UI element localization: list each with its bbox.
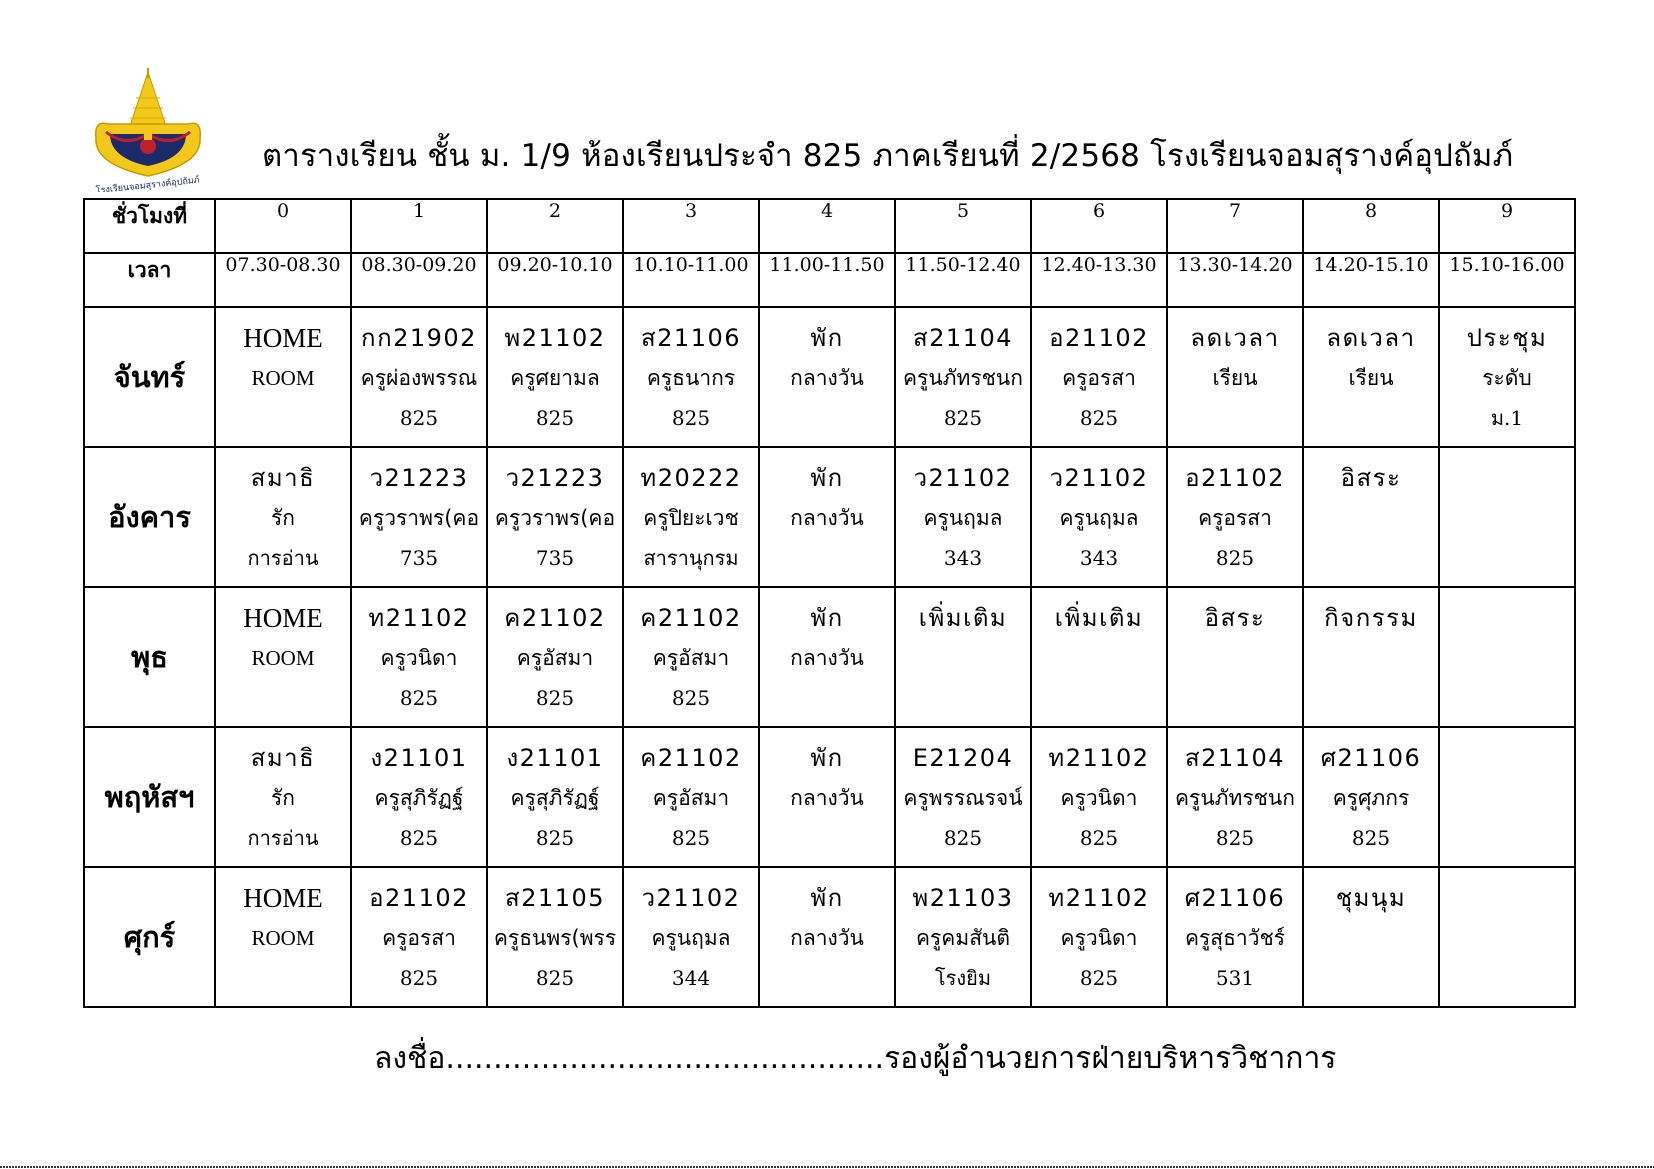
cell-subject: กิจกรรม <box>1324 604 1418 632</box>
cell-room: 825 <box>535 826 575 850</box>
cell-room: 825 <box>399 826 439 850</box>
timetable-cell <box>759 447 895 587</box>
time-range: 07.30-08.30 <box>215 253 351 307</box>
cell-subject: ง21101 <box>370 744 468 772</box>
cell-subject: ลดเวลา <box>1190 324 1280 352</box>
cell-subject: ส21104 <box>1185 744 1285 772</box>
cell-subject: พัก <box>810 324 844 352</box>
timetable-cell <box>1303 587 1439 727</box>
cell-room: การอ่าน <box>247 546 319 570</box>
cell-teacher: ครูธนากร <box>646 366 736 390</box>
timetable-cell <box>487 307 623 447</box>
cell-subject: พัก <box>810 884 844 912</box>
cell-subject: พ21103 <box>912 884 1014 912</box>
cell-subject: พัก <box>810 604 844 632</box>
day-rows <box>84 307 1575 1007</box>
timetable-cell <box>1303 727 1439 867</box>
timetable-cell <box>351 587 487 727</box>
cell-teacher: ครูศุภกร <box>1332 786 1410 810</box>
cell-teacher: ครูวราพร(คอ <box>494 506 616 530</box>
day-name: จันทร์ <box>84 307 215 447</box>
timetable-cell <box>215 307 351 447</box>
day-row <box>84 307 1575 447</box>
time-range: 13.30-14.20 <box>1167 253 1303 307</box>
cell-teacher: เรียน <box>1212 366 1258 390</box>
cell-room: 531 <box>1215 966 1255 990</box>
cell-teacher: ระดับ <box>1482 366 1532 390</box>
timetable-cell <box>351 447 487 587</box>
cell-subject: ค21102 <box>640 604 742 632</box>
cell-teacher: ครูพรรณรจน์ <box>903 786 1023 810</box>
timetable-cell <box>215 447 351 587</box>
timetable-cell <box>759 727 895 867</box>
cell-room: 825 <box>399 966 439 990</box>
timetable-cell <box>1439 727 1575 867</box>
cell-subject: ท21102 <box>368 604 470 632</box>
cell-subject: ส21106 <box>641 324 741 352</box>
signature-line: ลงชื่อ..............................................รองผู้อำนวยการฝ่ายบริหารวิชาการ <box>374 1041 1337 1076</box>
cell-subject: เพิ่มเติม <box>1054 604 1144 632</box>
cell-room: 825 <box>1215 546 1255 570</box>
time-range: 08.30-09.20 <box>351 253 487 307</box>
time-range: 14.20-15.10 <box>1303 253 1439 307</box>
cell-subject: ง21101 <box>506 744 604 772</box>
cell-subject: ส21105 <box>505 884 605 912</box>
cell-room: 825 <box>943 406 983 430</box>
timetable-cell <box>215 587 351 727</box>
timetable-cell <box>895 447 1031 587</box>
cell-subject: พ21102 <box>504 324 606 352</box>
cell-room: 825 <box>671 406 711 430</box>
cell-subject: HOME <box>243 603 323 633</box>
timetable-cell <box>623 587 759 727</box>
cell-teacher: ครูอรสา <box>1198 506 1272 530</box>
period-header-row <box>84 199 1575 253</box>
school-logo <box>86 68 210 192</box>
cell-teacher: ครูวราพร(คอ <box>358 506 480 530</box>
timetable-cell <box>1439 587 1575 727</box>
timetable-cell <box>1167 587 1303 727</box>
timetable-cell <box>1031 727 1167 867</box>
cell-subject: สมาธิ <box>250 464 316 492</box>
timetable-cell <box>1031 587 1167 727</box>
timetable-cell <box>623 307 759 447</box>
timetable-cell <box>759 307 895 447</box>
cell-teacher: ครูนฤมล <box>923 506 1003 530</box>
day-row <box>84 727 1575 867</box>
timetable-cell <box>351 867 487 1007</box>
cell-teacher: ครูอรสา <box>1062 366 1136 390</box>
timetable-cell <box>895 867 1031 1007</box>
cell-subject: พัก <box>810 744 844 772</box>
period-number: 7 <box>1167 199 1303 253</box>
time-range: 11.50-12.40 <box>895 253 1031 307</box>
timetable-cell <box>759 587 895 727</box>
day-name: อังคาร <box>84 447 215 587</box>
cell-teacher: ครูสุภิรัฏฐ์ <box>510 786 600 810</box>
timetable-cell <box>895 307 1031 447</box>
timetable-cell <box>1031 307 1167 447</box>
timetable-cell <box>1303 867 1439 1007</box>
cell-teacher: ครูนภัทรชนก <box>1175 786 1295 810</box>
cell-teacher: กลางวัน <box>790 646 864 670</box>
cell-teacher: ครูสุธาวัชร์ <box>1184 926 1286 950</box>
period-number: 5 <box>895 199 1031 253</box>
cell-subject: ว21223 <box>369 464 469 492</box>
logo-caption: โรงเรียนจอมสุรางค์อุปถัมภ์ <box>95 175 201 192</box>
cell-teacher: ครูวนิดา <box>1060 926 1138 950</box>
timetable-cell <box>623 867 759 1007</box>
cell-subject: พัก <box>810 464 844 492</box>
school-emblem-icon <box>86 68 210 192</box>
cell-room: การอ่าน <box>247 826 319 850</box>
cell-room: 825 <box>1079 406 1119 430</box>
cell-subject: สมาธิ <box>250 744 316 772</box>
day-row <box>84 447 1575 587</box>
cell-teacher: ครูธนพร(พรร <box>493 926 617 950</box>
cell-room: 825 <box>943 826 983 850</box>
period-label: ชั่วโมงที่ <box>84 199 215 253</box>
period-number: 1 <box>351 199 487 253</box>
cell-room: 825 <box>535 686 575 710</box>
day-row <box>84 587 1575 727</box>
cell-teacher: ROOM <box>251 646 315 670</box>
period-number: 9 <box>1439 199 1575 253</box>
cell-subject: ท20222 <box>640 464 742 492</box>
cell-room: 343 <box>1079 546 1119 570</box>
timetable-cell <box>1031 447 1167 587</box>
cell-subject: ท21102 <box>1048 884 1150 912</box>
cell-room: 825 <box>1351 826 1391 850</box>
cell-teacher: ครูอัสมา <box>652 646 730 670</box>
cell-subject: ศ21106 <box>1320 744 1422 772</box>
timetable-cell <box>1167 307 1303 447</box>
cell-subject: เพิ่มเติม <box>918 604 1008 632</box>
timetable-cell <box>623 447 759 587</box>
time-label: เวลา <box>84 253 215 307</box>
cell-teacher: ROOM <box>251 926 315 950</box>
cell-room: 825 <box>399 686 439 710</box>
cell-room: 825 <box>1215 826 1255 850</box>
day-name: พุธ <box>84 587 215 727</box>
cell-teacher: ครูนฤมล <box>651 926 731 950</box>
period-number: 4 <box>759 199 895 253</box>
timetable-cell <box>1031 867 1167 1007</box>
cell-room: 825 <box>399 406 439 430</box>
cell-subject: ชุมนุม <box>1335 884 1407 912</box>
cell-teacher: ครูปิยะเวช <box>643 506 739 530</box>
timetable-cell <box>215 727 351 867</box>
period-number: 3 <box>623 199 759 253</box>
cell-subject: HOME <box>243 323 323 353</box>
cell-teacher: กลางวัน <box>790 786 864 810</box>
cell-teacher: ครูนภัทรชนก <box>903 366 1023 390</box>
cell-teacher: กลางวัน <box>790 926 864 950</box>
cell-room: 344 <box>671 966 711 990</box>
day-row <box>84 867 1575 1007</box>
cell-subject: ค21102 <box>640 744 742 772</box>
timetable-cell <box>1439 447 1575 587</box>
cell-room: โรงยิม <box>934 966 992 990</box>
cell-teacher: ครูนฤมล <box>1059 506 1139 530</box>
time-header-row <box>84 253 1575 307</box>
period-number: 0 <box>215 199 351 253</box>
period-number: 6 <box>1031 199 1167 253</box>
timetable-cell <box>1167 727 1303 867</box>
timetable-cell <box>895 587 1031 727</box>
cell-teacher: ครูวนิดา <box>1060 786 1138 810</box>
time-range: 10.10-11.00 <box>623 253 759 307</box>
cell-subject: อ21102 <box>369 884 469 912</box>
timetable-cell <box>759 867 895 1007</box>
timetable-cell <box>1167 447 1303 587</box>
cell-subject: ว21102 <box>1049 464 1149 492</box>
timetable-cell <box>623 727 759 867</box>
cell-room: สารานุกรม <box>643 546 739 570</box>
cell-teacher: ครูสุภิรัฏฐ์ <box>374 786 464 810</box>
cell-teacher: ครูอัสมา <box>652 786 730 810</box>
period-number: 8 <box>1303 199 1439 253</box>
timetable-cell <box>351 727 487 867</box>
cell-teacher: รัก <box>271 786 295 810</box>
time-range: 12.40-13.30 <box>1031 253 1167 307</box>
cell-subject: ส21104 <box>913 324 1013 352</box>
cell-subject: อ21102 <box>1049 324 1149 352</box>
day-name: ศุกร์ <box>84 867 215 1007</box>
cell-subject: กก21902 <box>361 324 477 352</box>
timetable-cell <box>487 727 623 867</box>
cell-teacher: รัก <box>271 506 295 530</box>
cell-room: 825 <box>535 406 575 430</box>
cell-teacher: ครูคมสันติ <box>915 926 1011 950</box>
cell-subject: อิสระ <box>1340 464 1402 492</box>
timetable-cell <box>487 587 623 727</box>
cell-subject: ค21102 <box>504 604 606 632</box>
cell-room: 825 <box>671 686 711 710</box>
time-range: 09.20-10.10 <box>487 253 623 307</box>
cell-room: 343 <box>943 546 983 570</box>
timetable-cell <box>487 447 623 587</box>
cell-teacher: ครูวนิดา <box>380 646 458 670</box>
cell-subject: ว21223 <box>505 464 605 492</box>
cell-room: 825 <box>1079 826 1119 850</box>
cell-subject: อ21102 <box>1185 464 1285 492</box>
page-bottom-rule <box>0 1166 1654 1168</box>
time-range: 15.10-16.00 <box>1439 253 1575 307</box>
page-title: ตารางเรียน ชั้น ม. 1/9 ห้องเรียนประจำ 825 ภาคเรียนที่ 2/2568 โรงเรียนจอมสุรางค์อุปถัมภ์ <box>262 138 1514 174</box>
cell-room: 735 <box>399 546 439 570</box>
cell-teacher: ครูอัสมา <box>516 646 594 670</box>
timetable <box>83 198 1576 1008</box>
cell-subject: ว21102 <box>641 884 741 912</box>
cell-subject: ศ21106 <box>1184 884 1286 912</box>
cell-teacher: ครูอรสา <box>382 926 456 950</box>
cell-subject: ประชุม <box>1466 324 1548 352</box>
cell-teacher: ครูศยามล <box>510 366 600 390</box>
day-name: พฤหัสฯ <box>84 727 215 867</box>
cell-teacher: ROOM <box>251 366 315 390</box>
cell-subject: อิสระ <box>1204 604 1266 632</box>
cell-teacher: กลางวัน <box>790 366 864 390</box>
timetable-cell <box>1439 307 1575 447</box>
timetable-cell <box>895 727 1031 867</box>
cell-subject: ลดเวลา <box>1326 324 1416 352</box>
timetable-cell <box>1439 867 1575 1007</box>
cell-room: 825 <box>671 826 711 850</box>
cell-room: 735 <box>535 546 575 570</box>
cell-teacher: ครูผ่องพรรณ <box>360 366 478 390</box>
cell-room: 825 <box>535 966 575 990</box>
cell-teacher: กลางวัน <box>790 506 864 530</box>
cell-subject: ท21102 <box>1048 744 1150 772</box>
cell-room: ม.1 <box>1490 406 1524 430</box>
timetable-cell <box>1303 447 1439 587</box>
timetable-cell <box>351 307 487 447</box>
time-range: 11.00-11.50 <box>759 253 895 307</box>
period-number: 2 <box>487 199 623 253</box>
cell-subject: ว21102 <box>913 464 1013 492</box>
cell-room: 825 <box>1079 966 1119 990</box>
cell-subject: E21204 <box>912 744 1014 772</box>
timetable-cell <box>215 867 351 1007</box>
timetable-cell <box>1167 867 1303 1007</box>
cell-teacher: เรียน <box>1348 366 1394 390</box>
timetable-cell <box>487 867 623 1007</box>
timetable-cell <box>1303 307 1439 447</box>
cell-subject: HOME <box>243 883 323 913</box>
